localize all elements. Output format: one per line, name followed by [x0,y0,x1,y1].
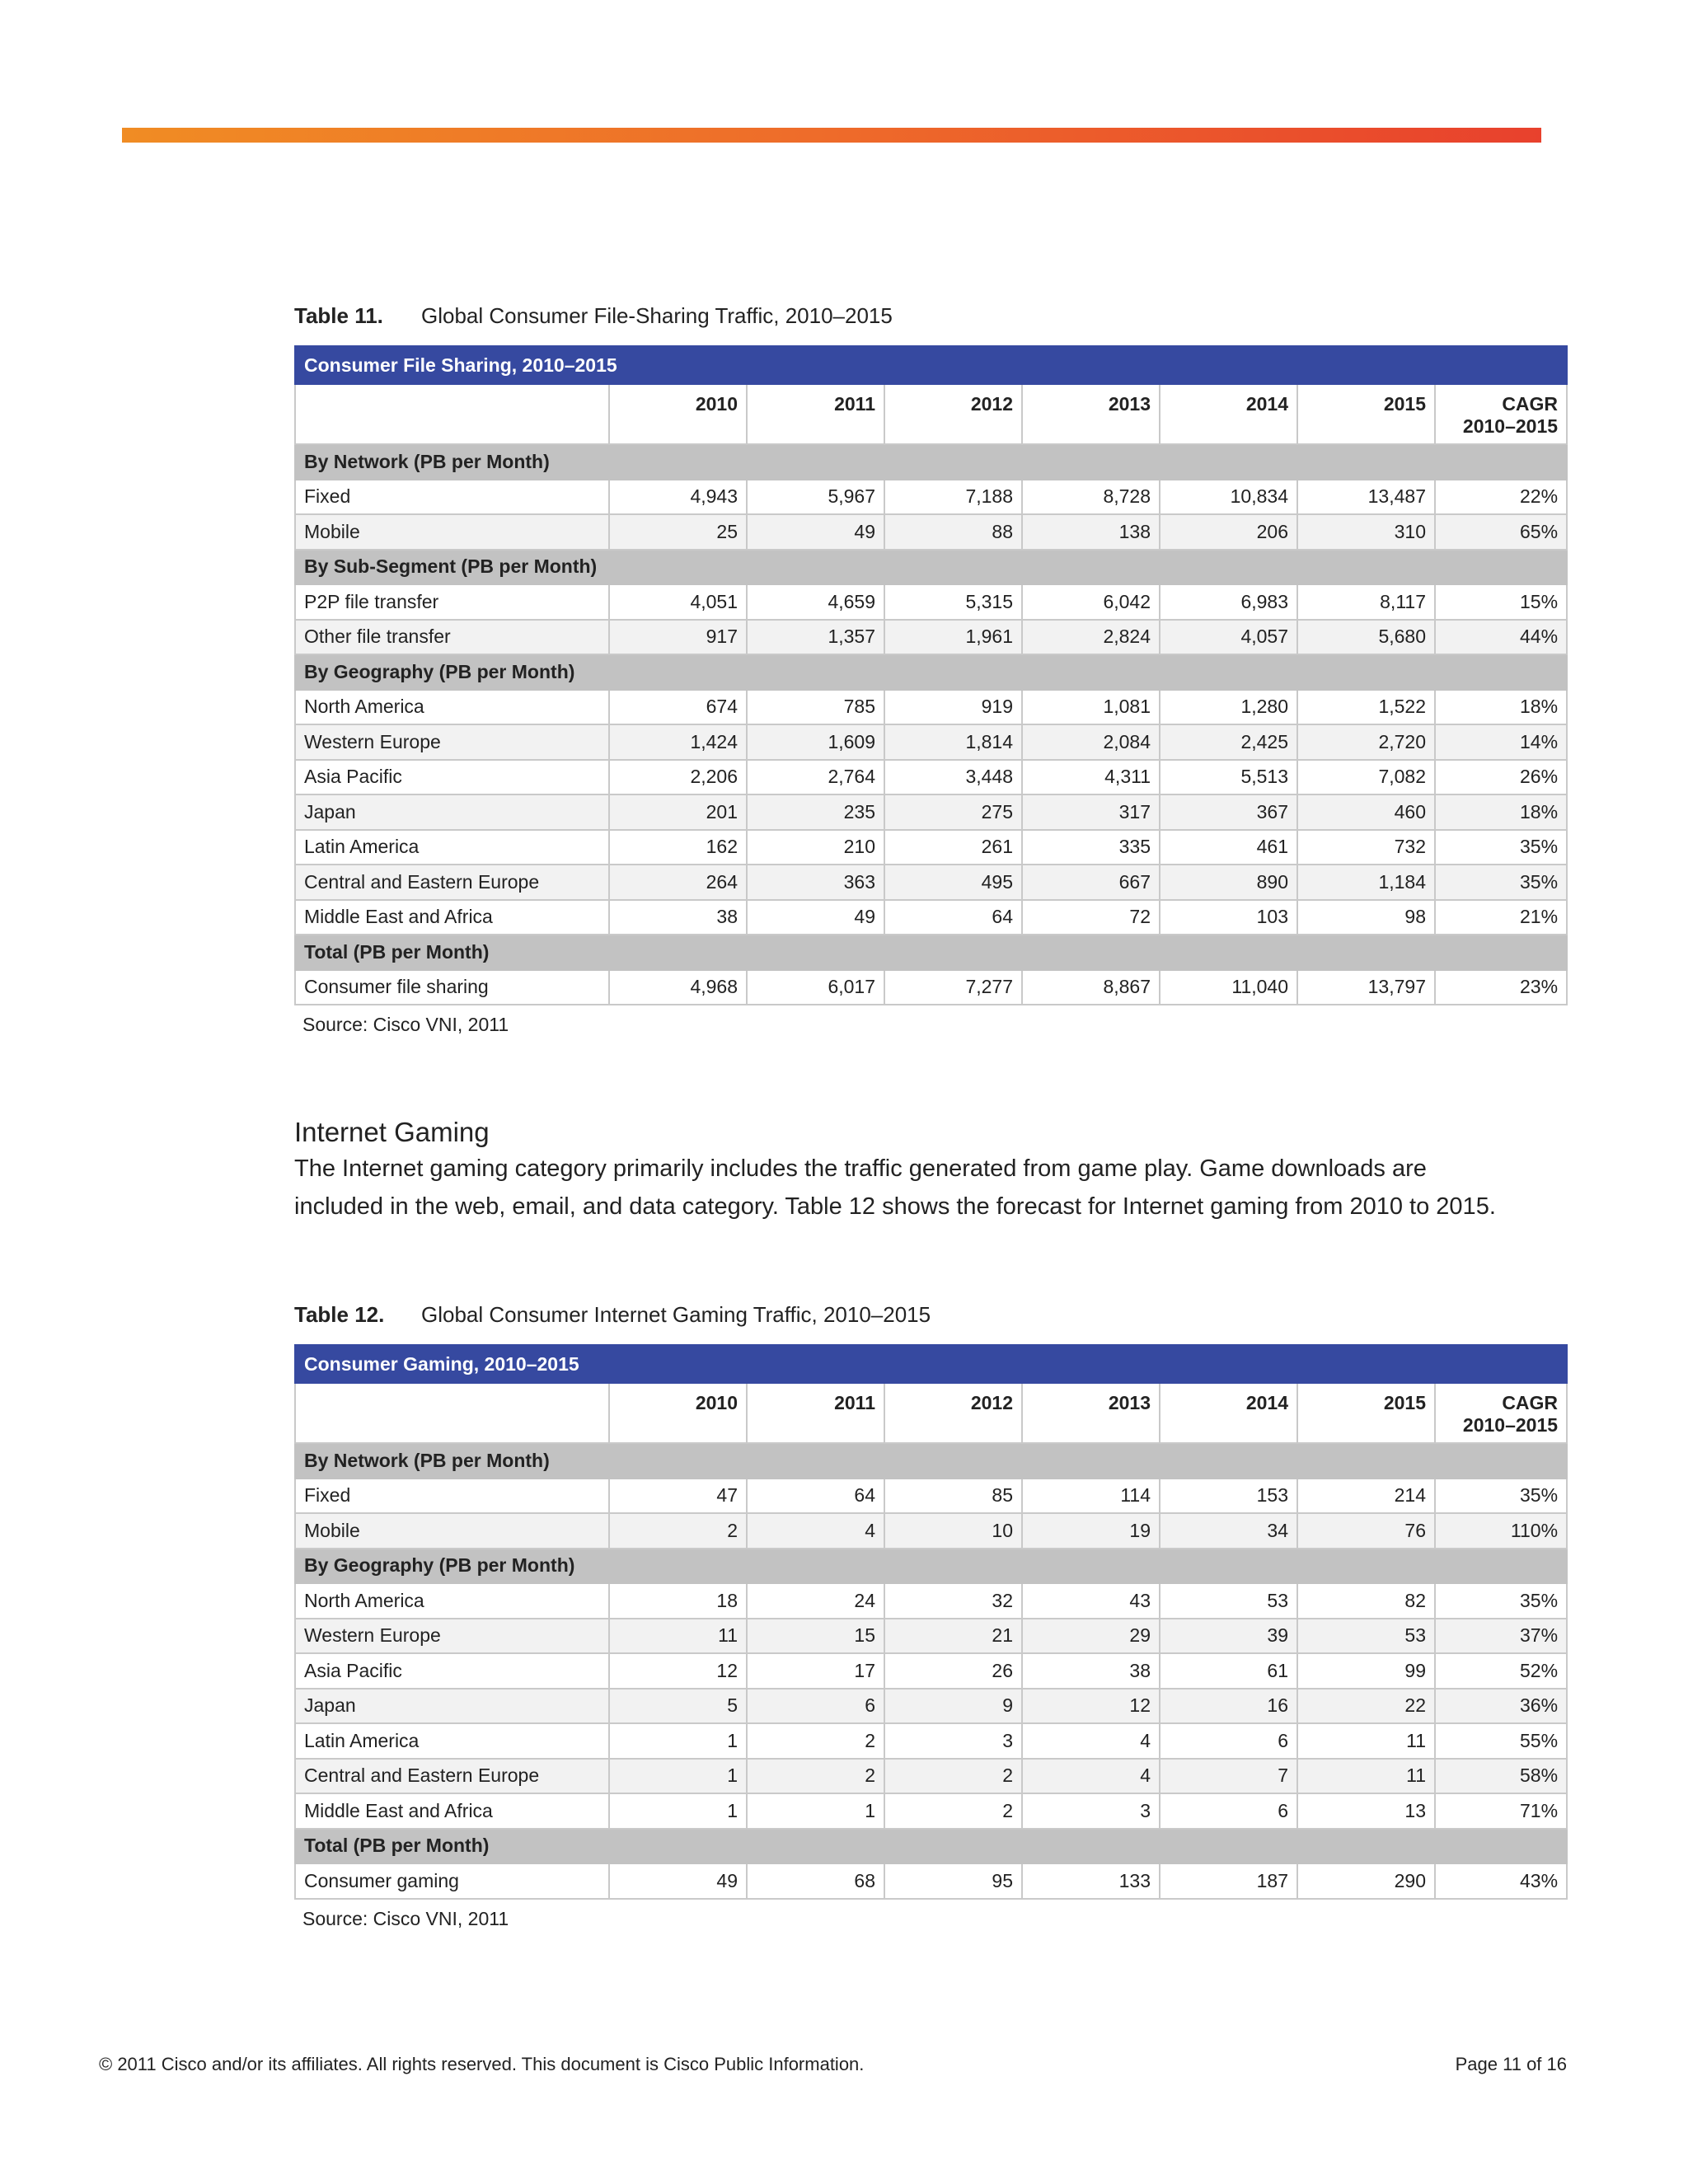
table-cell: 10 [884,1513,1022,1549]
table-cell: 317 [1022,794,1160,830]
table-cell: 49 [747,900,884,935]
table-cell: 6,017 [747,970,884,1005]
section-row [295,550,1567,585]
table-cell: 1,184 [1297,865,1435,900]
row-label: Asia Pacific [295,760,609,795]
table12-caption-number: Table 12. [294,1302,385,1327]
table11 [294,345,1568,1005]
table-cell: 6 [747,1689,884,1724]
table-cell: 47 [609,1479,747,1514]
table-cell: 39 [1160,1619,1297,1654]
table-cell: 37% [1435,1619,1567,1654]
table-cell: 49 [747,514,884,550]
row-label: Mobile [295,1513,609,1549]
table-cell: 7,082 [1297,760,1435,795]
section-label: Total (PB per Month) [295,935,1567,970]
table-cell: 110% [1435,1513,1567,1549]
table11-block [294,303,1566,1036]
table-cell: 890 [1160,865,1297,900]
table-cell: 35% [1435,1583,1567,1619]
table-row [295,1653,1567,1689]
table-title: Consumer Gaming, 2010–2015 [295,1345,1567,1383]
table-cell: 6 [1160,1793,1297,1829]
table-cell: 55% [1435,1723,1567,1759]
table-cell: 85 [884,1479,1022,1514]
section-label: By Network (PB per Month) [295,444,1567,480]
row-label: Latin America [295,830,609,865]
table-cell: 7 [1160,1759,1297,1794]
table-cell: 17 [747,1653,884,1689]
table-cell: 674 [609,690,747,725]
table-title-row [295,1345,1567,1383]
table-cell: 64 [884,900,1022,935]
table-cell: 13,487 [1297,480,1435,515]
table11-source: Source: Cisco VNI, 2011 [302,1014,509,1035]
section-row [295,935,1567,970]
table-row [295,1759,1567,1794]
column-header: CAGR 2010–2015 [1435,1383,1567,1443]
table-cell: 4,057 [1160,620,1297,655]
table11-caption [294,303,1566,329]
page-footer [99,2054,1567,2075]
row-label: Middle East and Africa [295,900,609,935]
table-cell: 5,315 [884,584,1022,620]
table-cell: 310 [1297,514,1435,550]
table-cell: 44% [1435,620,1567,655]
section-label: By Geography (PB per Month) [295,654,1567,690]
table-cell: 13 [1297,1793,1435,1829]
row-label: Latin America [295,1723,609,1759]
table-cell: 4 [1022,1759,1160,1794]
table-row [295,1863,1567,1899]
table-cell: 1,357 [747,620,884,655]
table-cell: 88 [884,514,1022,550]
table-cell: 461 [1160,830,1297,865]
table-row [295,1793,1567,1829]
table-cell: 785 [747,690,884,725]
row-label: Middle East and Africa [295,1793,609,1829]
table-cell: 18 [609,1583,747,1619]
section-row [295,1443,1567,1479]
table-cell: 29 [1022,1619,1160,1654]
table12 [294,1344,1568,1900]
brand-accent-bar [122,128,1541,143]
table-cell: 18% [1435,794,1567,830]
table-cell: 43% [1435,1863,1567,1899]
table-cell: 43 [1022,1583,1160,1619]
section-title: Internet Gaming [294,1117,490,1147]
table-cell: 3,448 [884,760,1022,795]
table-cell: 21% [1435,900,1567,935]
table-cell: 2,824 [1022,620,1160,655]
table-cell: 26% [1435,760,1567,795]
table-cell: 1 [609,1759,747,1794]
table-cell: 4,943 [609,480,747,515]
row-label: P2P file transfer [295,584,609,620]
row-label: Consumer file sharing [295,970,609,1005]
column-header: 2015 [1297,384,1435,444]
table-cell: 25 [609,514,747,550]
table-row [295,1583,1567,1619]
section-row [295,1829,1567,1864]
section-label: By Network (PB per Month) [295,1443,1567,1479]
table-cell: 19 [1022,1513,1160,1549]
table-row [295,760,1567,795]
table-cell: 11,040 [1160,970,1297,1005]
table-cell: 264 [609,865,747,900]
table-cell: 32 [884,1583,1022,1619]
row-label: Consumer gaming [295,1863,609,1899]
column-header: CAGR 2010–2015 [1435,384,1567,444]
table-cell: 335 [1022,830,1160,865]
table-cell: 2,720 [1297,724,1435,760]
table-cell: 162 [609,830,747,865]
row-label: Western Europe [295,1619,609,1654]
table-cell: 52% [1435,1653,1567,1689]
table-cell: 2 [747,1723,884,1759]
table-cell: 2,425 [1160,724,1297,760]
table-cell: 187 [1160,1863,1297,1899]
table-cell: 35% [1435,830,1567,865]
table-cell: 210 [747,830,884,865]
column-header: 2012 [884,1383,1022,1443]
table-cell: 82 [1297,1583,1435,1619]
table-cell: 15 [747,1619,884,1654]
section-row [295,654,1567,690]
table-cell: 35% [1435,865,1567,900]
table-row [295,724,1567,760]
table-cell: 6 [1160,1723,1297,1759]
table-row [295,1479,1567,1514]
table-cell: 367 [1160,794,1297,830]
table-cell: 68 [747,1863,884,1899]
table-cell: 667 [1022,865,1160,900]
table-cell: 1,280 [1160,690,1297,725]
table-cell: 53 [1160,1583,1297,1619]
table-cell: 261 [884,830,1022,865]
table-cell: 8,867 [1022,970,1160,1005]
table-cell: 1,961 [884,620,1022,655]
table-cell: 103 [1160,900,1297,935]
table-cell: 8,728 [1022,480,1160,515]
table-row [295,480,1567,515]
table-cell: 5 [609,1689,747,1724]
table-header-row [295,384,1567,444]
table-cell: 8,117 [1297,584,1435,620]
table12-caption [294,1302,1566,1328]
row-label: Japan [295,794,609,830]
table-cell: 9 [884,1689,1022,1724]
table-cell: 363 [747,865,884,900]
table-cell: 4,311 [1022,760,1160,795]
table-cell: 36% [1435,1689,1567,1724]
table-title-row [295,346,1567,384]
table-cell: 1,424 [609,724,747,760]
row-label: Japan [295,1689,609,1724]
table-cell: 4 [1022,1723,1160,1759]
row-label: North America [295,690,609,725]
table-title: Consumer File Sharing, 2010–2015 [295,346,1567,384]
table-cell: 58% [1435,1759,1567,1794]
table-row [295,900,1567,935]
table-cell: 1 [609,1723,747,1759]
table-cell: 23% [1435,970,1567,1005]
row-label: Central and Eastern Europe [295,865,609,900]
table-cell: 11 [1297,1723,1435,1759]
table-cell: 732 [1297,830,1435,865]
table12-caption-text: Global Consumer Internet Gaming Traffic, 2010–2015 [421,1302,931,1327]
table-cell: 24 [747,1583,884,1619]
section-label: Total (PB per Month) [295,1829,1567,1864]
table-cell: 6,042 [1022,584,1160,620]
table-cell: 235 [747,794,884,830]
table-cell: 98 [1297,900,1435,935]
row-label: Asia Pacific [295,1653,609,1689]
table-cell: 201 [609,794,747,830]
table-cell: 2,206 [609,760,747,795]
table-cell: 64 [747,1479,884,1514]
table-cell: 53 [1297,1619,1435,1654]
table-row [295,1723,1567,1759]
column-header: 2010 [609,1383,747,1443]
table-cell: 1,081 [1022,690,1160,725]
page-number: Page 11 of 16 [1455,2054,1567,2074]
copyright-text: © 2011 Cisco and/or its affiliates. All rights reserved. This document is Cisco Public Information. [99,2054,865,2074]
table-cell: 290 [1297,1863,1435,1899]
column-header: 2014 [1160,384,1297,444]
table-row [295,1513,1567,1549]
table-row [295,1689,1567,1724]
table12-block [294,1302,1566,1930]
table-cell: 21 [884,1619,1022,1654]
table-cell: 133 [1022,1863,1160,1899]
table-cell: 14% [1435,724,1567,760]
table-cell: 49 [609,1863,747,1899]
row-label: Fixed [295,480,609,515]
table-cell: 35% [1435,1479,1567,1514]
table-cell: 65% [1435,514,1567,550]
table-cell: 4 [747,1513,884,1549]
table-cell: 11 [609,1619,747,1654]
column-header: 2013 [1022,1383,1160,1443]
table-row [295,1619,1567,1654]
table-cell: 1,609 [747,724,884,760]
section-body: The Internet gaming category primarily includes the traffic generated from game play. Game downloads are included in the web, email, and data category. Table 12 shows the forecast for Internet gaming from 2010 to 2015. [294,1155,1496,1220]
table-cell: 138 [1022,514,1160,550]
table-row [295,865,1567,900]
table-cell: 99 [1297,1653,1435,1689]
table-row [295,690,1567,725]
row-label: Mobile [295,514,609,550]
row-label: North America [295,1583,609,1619]
column-header: 2012 [884,384,1022,444]
table-cell: 15% [1435,584,1567,620]
table-cell: 1,522 [1297,690,1435,725]
column-header: 2011 [747,384,884,444]
table-header-row [295,1383,1567,1443]
table-cell: 5,513 [1160,760,1297,795]
column-header: 2011 [747,1383,884,1443]
table-cell: 22% [1435,480,1567,515]
column-header: 2010 [609,384,747,444]
table-cell: 7,277 [884,970,1022,1005]
table-cell: 16 [1160,1689,1297,1724]
table-row [295,514,1567,550]
table-cell: 18% [1435,690,1567,725]
table-cell: 275 [884,794,1022,830]
row-label: Other file transfer [295,620,609,655]
table12-source: Source: Cisco VNI, 2011 [302,1907,509,1929]
column-header: 2014 [1160,1383,1297,1443]
table-cell: 1 [747,1793,884,1829]
table-row [295,584,1567,620]
table-cell: 12 [609,1653,747,1689]
table-cell: 495 [884,865,1022,900]
table-cell: 38 [1022,1653,1160,1689]
table-cell: 2 [747,1759,884,1794]
table-cell: 917 [609,620,747,655]
table-row [295,620,1567,655]
table-cell: 4,659 [747,584,884,620]
table-cell: 12 [1022,1689,1160,1724]
table-cell: 153 [1160,1479,1297,1514]
table-cell: 5,967 [747,480,884,515]
table-cell: 34 [1160,1513,1297,1549]
table-cell: 11 [1297,1759,1435,1794]
table-cell: 76 [1297,1513,1435,1549]
table-cell: 13,797 [1297,970,1435,1005]
table-cell: 2,084 [1022,724,1160,760]
column-header: 2013 [1022,384,1160,444]
table-cell: 2 [609,1513,747,1549]
section-row [295,444,1567,480]
table-cell: 72 [1022,900,1160,935]
column-header [295,384,609,444]
column-header [295,1383,609,1443]
table-cell: 1,814 [884,724,1022,760]
table-cell: 71% [1435,1793,1567,1829]
table-row [295,794,1567,830]
table-cell: 7,188 [884,480,1022,515]
table-cell: 5,680 [1297,620,1435,655]
table-cell: 6,983 [1160,584,1297,620]
table-cell: 460 [1297,794,1435,830]
table-cell: 3 [884,1723,1022,1759]
table-cell: 22 [1297,1689,1435,1724]
table-row [295,830,1567,865]
table-cell: 2,764 [747,760,884,795]
table-cell: 3 [1022,1793,1160,1829]
row-label: Central and Eastern Europe [295,1759,609,1794]
table-cell: 114 [1022,1479,1160,1514]
table-cell: 10,834 [1160,480,1297,515]
table-cell: 2 [884,1759,1022,1794]
table-cell: 206 [1160,514,1297,550]
table-cell: 95 [884,1863,1022,1899]
table-cell: 26 [884,1653,1022,1689]
table11-caption-text: Global Consumer File-Sharing Traffic, 2010–2015 [421,303,893,328]
table-cell: 2 [884,1793,1022,1829]
table-cell: 214 [1297,1479,1435,1514]
table-cell: 4,051 [609,584,747,620]
table-cell: 4,968 [609,970,747,1005]
gaming-section [294,1117,1566,1226]
table11-caption-number: Table 11. [294,303,383,328]
table-cell: 61 [1160,1653,1297,1689]
row-label: Western Europe [295,724,609,760]
section-label: By Geography (PB per Month) [295,1549,1567,1584]
table-row [295,970,1567,1005]
table-cell: 919 [884,690,1022,725]
section-row [295,1549,1567,1584]
row-label: Fixed [295,1479,609,1514]
table-cell: 38 [609,900,747,935]
table-cell: 1 [609,1793,747,1829]
section-label: By Sub-Segment (PB per Month) [295,550,1567,585]
column-header: 2015 [1297,1383,1435,1443]
